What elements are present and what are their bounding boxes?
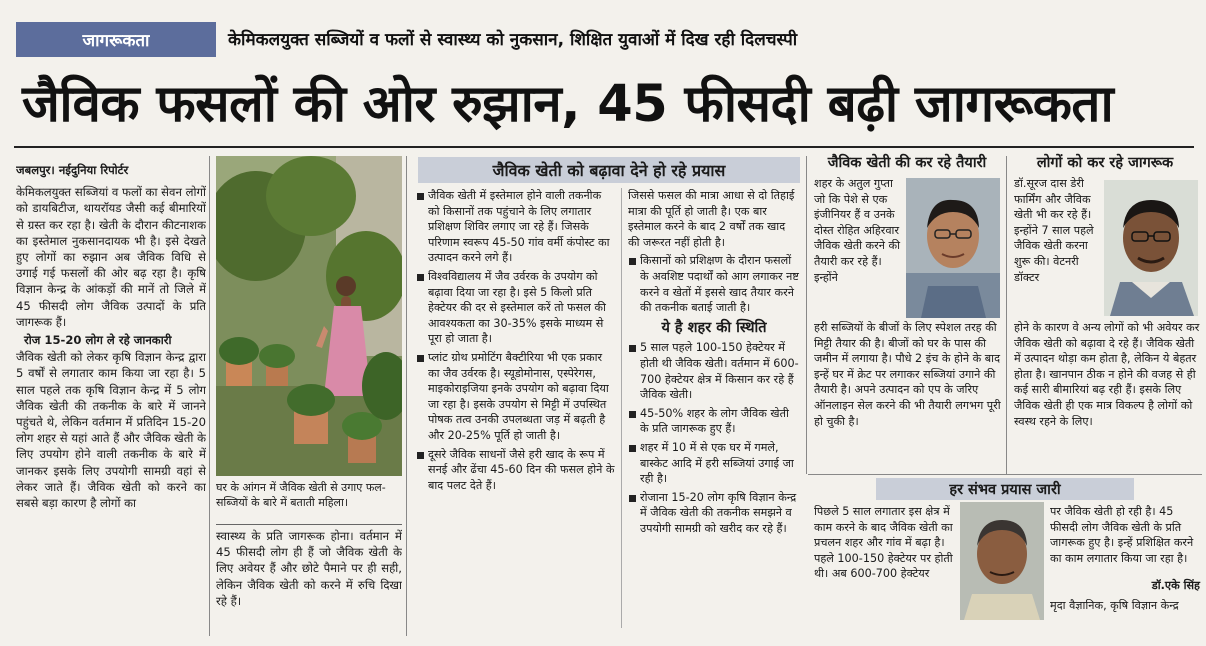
engineer-photo — [906, 178, 1000, 318]
story-paragraph-1: केमिकलयुक्त सब्जियां व फलों का सेवन लोगों को डायबिटीज, थायरॉयड जैसी कई बीमारियों से ग्रस्त कर रहा है। खेती के दौरान कीटनाशक का इस्तेमाल नुकसानदायक भी है। इसे देखते हुए लोगों का रुझान अब जैविक विधि से उगाई गई फसलों की ओर बढ़ रहा है। कृषि विज्ञान केन्द्र के आंकड़ों की मानें तो जिले में 45 फीसदी लोग जैविक उत्पादों के प्रति जागरूक हैं। — [16, 185, 206, 329]
portrait-illustration — [906, 178, 1000, 318]
prep-title: जैविक खेती की कर रहे तैयारी — [827, 155, 987, 171]
column-divider — [806, 156, 807, 474]
effort-text-left: पिछले 5 साल लगातार इस क्षेत्र में काम करने के बाद जैविक खेती का प्रचलन शहर और गांव में बढ़ा है। पहले 100-150 हेक्टेयर पर होती थी। अब 600-700 हेक्टेयर — [814, 505, 953, 581]
city-item: रोजाना 15-20 लोग कृषि विज्ञान केन्द्र में जैविक खेती की तकनीक समझने व उपयोगी सामग्री को खरीद कर रहे हैं। — [628, 490, 800, 537]
doctor-photo — [1104, 180, 1198, 316]
promo-item: जैविक खेती में इस्तेमाल होने वाली तकनीक को किसानों तक पहुंचाने के लिए लगातार प्रशिक्षण शिविर लगाए जा रहे हैं। जिसके परिणाम स्वरूप 45-50 गांव वर्मी कंपोस्ट का उत्पादन करने लगे हैं। — [416, 188, 616, 266]
promo-right-column — [628, 188, 800, 628]
subheadline: केमिकलयुक्त सब्जियों व फलों से स्वास्थ्य को नुकसान, शिक्षित युवाओं में दिख रही दिलचस्पी — [228, 30, 798, 50]
promo-title: जैविक खेती को बढ़ावा देने हो रहे प्रयास — [418, 157, 800, 183]
effort-text-right: पर जैविक खेती हो रही है। 45 फीसदी लोग जैविक खेती के प्रति जागरूक हुए है। इन्हें प्रशिक्षित करने का काम लगातार किया जा रहा है। — [1050, 505, 1194, 565]
dateline: जबलपुर। नईदुनिया रिपोर्टर — [16, 163, 129, 177]
prep-text-top: शहर के अतुल गुप्ता जो कि पेशे से एक इंजीनियर हैं व उनके दोस्त रोहित अहिरवार जैविक खेती करने की तैयारी कर रहे हैं। इन्होंने — [814, 177, 900, 284]
promo-divider — [621, 188, 622, 628]
story-continued: स्वास्थ्य के प्रति जागरूक होना। वर्तमान में 45 फीसदी लोग ही हैं जो जैविक खेती के लिए अवेयर हैं और छोटे पैमाने पर ही सही, लेकिन जैविक खेती को करने में रुचि दिखा रहे हैं। — [216, 529, 402, 608]
portrait-illustration — [960, 502, 1044, 620]
portrait-illustration — [1104, 180, 1198, 316]
promo-left-column — [416, 188, 616, 628]
column-divider — [1006, 156, 1007, 474]
scientist-photo — [960, 502, 1044, 620]
promo-item: किसानों को प्रशिक्षण के दौरान फसलों के अवशिष्ट पदार्थों को आग लगाकर नष्ट करने व खेतों में इससे खाद तैयार करने की तकनीक बताई जाती है। — [628, 253, 800, 315]
garden-illustration — [216, 156, 402, 476]
city-item: शहर में 10 में से एक घर में गमले, बास्केट आदि में हरी सब्जियां उगाई जा रही है। — [628, 440, 800, 487]
promo-item: प्लांट ग्रोथ प्रमोटिंग बैक्टीरिया भी एक प्रकार का जैव उर्वरक है। स्यूडोमोनास, एस्पेरेगस, माइकोराइजिया इनके उपयोग को बढ़ावा दिया जा रहा है। इसके उपयोग से मिट्टी में उपस्थित पोषक तत्व उनकी उपलब्धता जड़ में बढ़ती है और 20-25% पूर्ति हो जाती है। — [416, 350, 616, 444]
column-divider — [406, 156, 407, 636]
section-tag — [16, 22, 216, 57]
signature-name: डॉ.एके सिंह — [1151, 579, 1200, 592]
aware-text-bottom: होने के कारण वे अन्य लोगों को भी अवेयर कर जैविक खेती को बढ़ावा दे रहे हैं। जैविक खेती में उत्पादन थोड़ा कम होता है, लेकिन ये बेहतर होता है। खानपान ठीक न होने की वजह से ही कई सारी बीमारियां बढ़ रही हैं। इसके लिए जैविक खेती ही एक मात्र विकल्प है लोगों को स्वस्थ रहने के लिए। — [1014, 321, 1200, 428]
photo-caption: घर के आंगन में जैविक खेती से उगाए फल-सब्जियों के बारे में बताती महिला। — [216, 481, 386, 509]
effort-rule — [808, 474, 1202, 475]
story-paragraph-2: जैविक खेती को लेकर कृषि विज्ञान केन्द्र द्वारा 5 वर्षों से लगातार काम किया जा रहा है। 5 साल पहले तक कृषि विज्ञान केन्द्र में 5 लोग जैविक खेती की तकनीक के बारे में जानने पहुंचते थे, लेकिन वर्तमान में प्रतिदिन 15-20 लोग शहर से यहां आते हैं और जैविक खेती के लिए उपयोग होने वाली तकनीक के बारे में जानकर इसके लिए उपयोगी सामग्री वहां से लेकर जाते हैं। जैविक खेती को करने का सबसे बड़ा कारण है लोगों का — [16, 350, 206, 511]
city-status-title: ये है शहर की स्थिति — [661, 319, 767, 336]
promo-continued: जिससे फसल की मात्रा आधा से दो तिहाई मात्रा की पूर्ति हो जाती है। एक बार इस्तेमाल करने के बाद 2 वर्षों तक खाद की जरूरत नहीं होती है। — [628, 189, 795, 249]
section-tag-label: जागरूकता — [82, 31, 150, 51]
effort-title: हर संभव प्रयास जारी — [876, 478, 1134, 500]
column-main-story — [16, 162, 206, 632]
promo-item: विश्वविद्यालय में जैव उर्वरक के उपयोग को बढ़ावा दिया जा रहा है। इसे 5 किलो प्रति हेक्टेयर की दर से इस्तेमाल करें तो फसल की आवश्यकता का 30-35% इसके माध्यम से पूरा हो जाता है। — [416, 269, 616, 347]
headline-rule — [14, 146, 1194, 148]
aware-title: लोगों को कर रहे जागरूक — [1036, 155, 1174, 171]
garden-photo — [216, 156, 402, 476]
story-subhead: रोज 15-20 लोग ले रहे जानकारी — [24, 333, 172, 348]
city-item: 45-50% शहर के लोग जैविक खेती के प्रति जागरूक हुए हैं। — [628, 406, 800, 437]
signature-role: मृदा वैज्ञानिक, कृषि विज्ञान केन्द्र — [1050, 599, 1179, 612]
city-item: 5 साल पहले 100-150 हेक्टेयर में होती थी जैविक खेती। वर्तमान में 600-700 हेक्टेयर क्षेत्र में किसान कर रहे हैं जैविक खेती। — [628, 340, 800, 402]
aware-text-top: डॉ.सूरज दास डेरी फार्मिंग और जैविक खेती भी कर रहे हैं। इन्होंने 7 साल पहले जैविक खेती करना शुरू की। वेटनरी डॉक्टर — [1014, 177, 1094, 284]
column-divider — [209, 156, 210, 636]
caption-rule — [216, 524, 402, 525]
promo-item: दूसरे जैविक साधनों जैसे हरी खाद के रूप में सनई और ढेंचा 45-60 दिन की फसल होने के बाद पलट देते हैं। — [416, 447, 616, 494]
headline: जैविक फसलों की ओर रुझान, 45 फीसदी बढ़ी जागरूकता — [22, 75, 1114, 134]
prep-text-bottom: हरी सब्जियों के बीजों के लिए स्पेशल तरह की मिट्टी तैयार की है। बीजों को घर के पास की जमीन में लगाया है। पौधे 2 इंच के होने के बाद इन्हें घर में क्रेट पर लगाकर सब्जियां उगाने की तैयारी है। अपने उत्पादन को एप के जरिए ऑनलाइन सेल करने की भी तैयारी लगभग पूरी हो चुकी है। — [814, 321, 1001, 428]
